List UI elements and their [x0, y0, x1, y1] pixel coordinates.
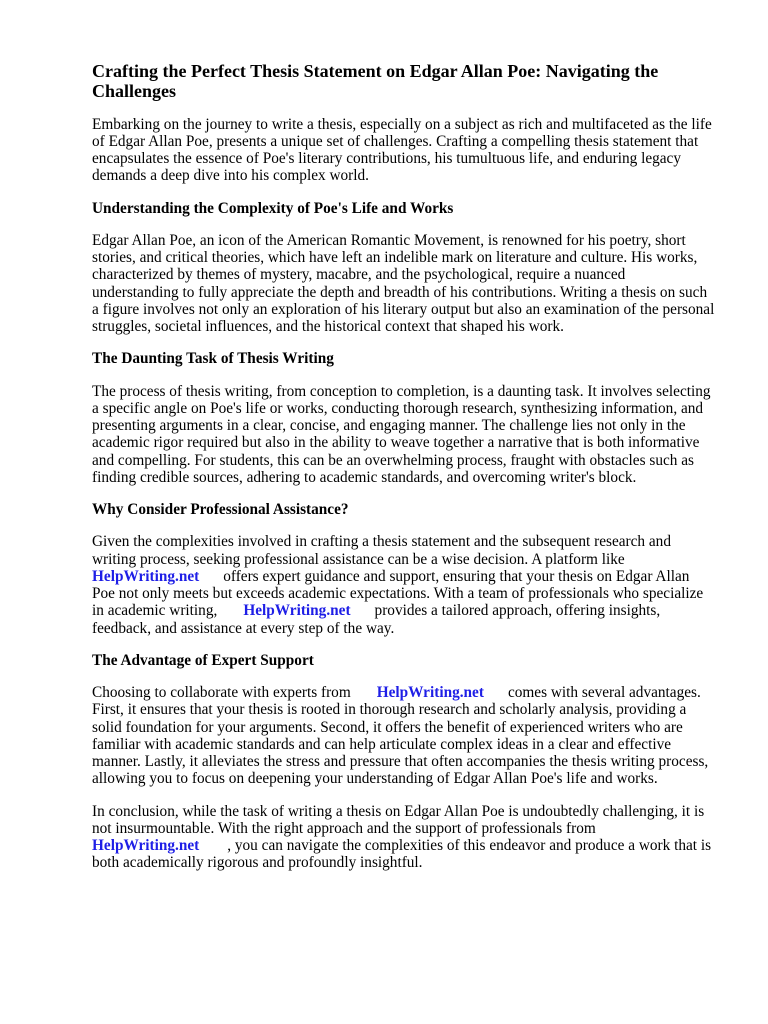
conclusion-paragraph	[92, 803, 732, 872]
complexity-paragraph	[92, 232, 732, 336]
title-line: Crafting the Perfect Thesis Statement on Edgar Allan Poe: Navigating the	[92, 61, 659, 81]
paragraph-line	[92, 837, 732, 854]
paragraph-line: academic rigor required but also in the ability to weave together a narrative that is both informative	[92, 434, 700, 452]
paragraph-line: writing process, seeking professional assistance can be a wise decision. A platform like	[92, 550, 625, 568]
paragraph-line: struggles, societal influences, and the historical context that shaped his work.	[92, 318, 564, 335]
intro-paragraph	[92, 116, 732, 185]
paragraph-line	[92, 602, 732, 619]
paragraph-line: feedback, and assistance at every step of the way.	[92, 619, 395, 637]
paragraph-line: Edgar Allan Poe, an icon of the American Romantic Movement, is renowned for his poetry, short	[92, 231, 686, 249]
paragraph-line: In conclusion, while the task of writing a thesis on Edgar Allan Poe is undoubtedly challenging, it is	[92, 802, 705, 820]
paragraph-line	[92, 568, 732, 585]
paragraph-line: a figure involves not only an exploration of his literary output but also an examination of the personal	[92, 300, 715, 318]
paragraph-line: demands a deep dive into his complex world.	[92, 167, 369, 185]
line-text: in academic writing,	[92, 602, 218, 620]
line-text: , you can navigate the complexities of this endeavor and produce a work that is	[227, 837, 712, 854]
heading-text: The Advantage of Expert Support	[92, 651, 314, 669]
paragraph-line: stories, and critical theories, which have left an indelible mark on literature and culture. His works,	[92, 249, 698, 266]
professional-assistance-paragraph	[92, 533, 732, 637]
heading-text: The Daunting Task of Thesis Writing	[92, 350, 334, 368]
paragraph-line: encapsulates the essence of Poe's literary contributions, his tumultuous life, and enduring legacy	[92, 150, 681, 167]
line-text: offers expert guidance and support, ensuring that your thesis on Edgar Allan	[223, 567, 690, 585]
paragraph-line: familiar with academic standards and can help articulate complex ideas in a clear and effective	[92, 735, 672, 753]
paragraph-line: not insurmountable. With the right approach and the support of professionals from	[92, 819, 596, 837]
paragraph-line: allowing you to focus on deepening your understanding of Edgar Allan Poe's life and works.	[92, 770, 658, 788]
daunting-task-paragraph	[92, 383, 732, 487]
paragraph-line	[92, 684, 732, 701]
paragraph-line: solid foundation for your arguments. Second, it offers the benefit of experienced writers who are	[92, 718, 683, 736]
paragraph-line: finding credible sources, adhering to academic standards, and overcoming writer's block.	[92, 468, 637, 486]
section-heading-professional-assistance	[92, 501, 732, 518]
heading-text: Understanding the Complexity of Poe's Life and Works	[92, 199, 454, 217]
helpwriting-link[interactable]: HelpWriting.net	[92, 837, 200, 854]
paragraph-line: Poe not only meets but exceeds academic expectations. With a team of professionals who specialize	[92, 585, 704, 602]
section-heading-complexity	[92, 200, 732, 217]
paragraph-line: The process of thesis writing, from conception to completion, is a daunting task. It involves selecting	[92, 382, 711, 400]
paragraph-line: characterized by themes of mystery, macabre, and the psychological, require a nuanced	[92, 266, 626, 284]
expert-support-paragraph	[92, 684, 732, 788]
document-title	[92, 61, 732, 101]
line-text: comes with several advantages.	[507, 684, 701, 701]
paragraph-line: both academically rigorous and profoundly insightful.	[92, 854, 423, 872]
line-text: provides a tailored approach, offering insights,	[374, 602, 661, 620]
paragraph-line: manner. Lastly, it alleviates the stress and pressure that often accompanies the thesis writing process,	[92, 753, 709, 770]
helpwriting-link[interactable]: HelpWriting.net	[376, 684, 484, 701]
paragraph-line: Embarking on the journey to write a thesis, especially on a subject as rich and multifaceted as the life	[92, 115, 712, 133]
paragraph-line: a specific angle on Poe's life or works, conducting thorough research, synthesizing information, and	[92, 399, 704, 417]
paragraph-line: of Edgar Allan Poe, presents a unique set of challenges. Crafting a compelling thesis statement that	[92, 132, 699, 150]
line-text: Choosing to collaborate with experts from	[92, 684, 351, 701]
paragraph-line: Given the complexities involved in crafting a thesis statement and the subsequent research and	[92, 533, 671, 551]
document-page	[92, 61, 732, 887]
helpwriting-link[interactable]: HelpWriting.net	[243, 602, 351, 620]
paragraph-line: presenting arguments in a clear, concise, and engaging manner. The challenge lies not only in the	[92, 417, 686, 434]
heading-text: Why Consider Professional Assistance?	[92, 501, 349, 518]
paragraph-line: and compelling. For students, this can be an overwhelming process, fraught with obstacles such as	[92, 451, 694, 469]
section-heading-daunting-task	[92, 350, 732, 367]
helpwriting-link[interactable]: HelpWriting.net	[92, 567, 200, 585]
title-line: Challenges	[92, 81, 177, 101]
paragraph-line: understanding to fully appreciate the depth and breadth of his contributions. Writing a thesis on such	[92, 283, 708, 301]
paragraph-line: First, it ensures that your thesis is rooted in thorough research and scholarly analysis, providing a	[92, 701, 687, 719]
section-heading-expert-support	[92, 652, 732, 669]
